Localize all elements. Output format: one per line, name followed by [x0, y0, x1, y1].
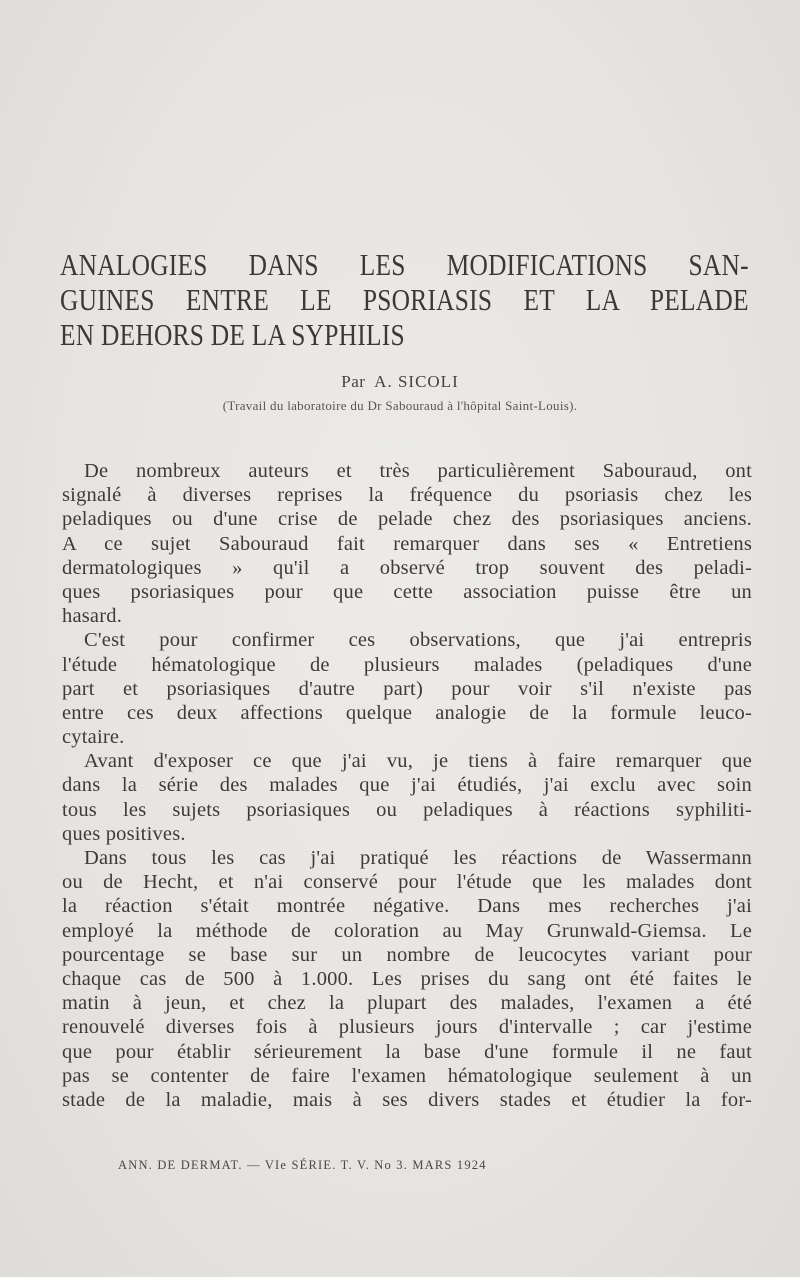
- body-line: Avant d'exposer ce que j'ai vu, je tiens à faire remarquer que: [84, 750, 752, 773]
- body-line: que pour établir sérieurement la base d'une formule il ne faut: [62, 1040, 752, 1063]
- body-line: dermatologiques » qu'il a observé trop souvent des peladi-: [62, 556, 752, 579]
- body-line: signalé à diverses reprises la fréquence du psoriasis chez les: [62, 484, 752, 507]
- body-line: cytaire.: [62, 726, 125, 749]
- body-line: hasard.: [62, 605, 123, 628]
- article-title: [60, 248, 750, 353]
- body-line: ques positives.: [62, 822, 186, 845]
- running-footer: ANN. DE DERMAT. — VIe SÉRIE. T. V. No 3. MARS 1924: [118, 1158, 487, 1172]
- body-line: ques psoriasiques pour que cette association puisse être un: [62, 580, 752, 603]
- body-text: [62, 459, 752, 1112]
- body-line: A ce sujet Sabouraud fait remarquer dans ses « Entretiens: [62, 532, 752, 555]
- body-line: renouvelé diverses fois à plusieurs jours d'intervalle ; car j'estime: [62, 1016, 752, 1039]
- author-byline: [0, 372, 800, 392]
- body-line: l'étude hématologique de plusieurs malades (peladiques d'une: [62, 653, 752, 676]
- body-line: peladiques ou d'une crise de pelade chez des psoriasiques anciens.: [62, 508, 752, 531]
- body-line: Dans tous les cas j'ai pratiqué les réactions de Wassermann: [84, 847, 752, 869]
- title-line-2: GUINES ENTRE LE PSORIASIS ET LA PELADE: [60, 282, 749, 317]
- body-line: pas se contenter de faire l'examen hématologique seulement à un: [62, 1064, 752, 1087]
- body-line: stade de la maladie, mais à ses divers stades et étudier la for-: [62, 1088, 752, 1111]
- body-line: matin à jeun, et chez la plupart des malades, l'examen a été: [62, 992, 752, 1015]
- body-line: chaque cas de 500 à 1.000. Les prises du sang ont été faites le: [62, 967, 752, 990]
- body-line: pourcentage se base sur un nombre de leucocytes variant pour: [62, 943, 752, 966]
- body-line: employé la méthode de coloration au May Grunwald-Giemsa. Le: [62, 919, 752, 942]
- title-line-3: EN DEHORS DE LA SYPHILIS: [60, 317, 405, 352]
- body-line: dans la série des malades que j'ai étudiés, j'ai exclu avec soin: [62, 774, 752, 797]
- body-line: la réaction s'était montrée négative. Dans mes recherches j'ai: [62, 895, 752, 918]
- title-line-1: ANALOGIES DANS LES MODIFICATIONS SAN-: [60, 247, 749, 282]
- body-line: ou de Hecht, et n'ai conservé pour l'étude que les malades dont: [62, 871, 752, 894]
- author-name: A. SICOLI: [374, 372, 459, 391]
- affiliation: (Travail du laboratoire du Dr Sabouraud à l'hôpital Saint-Louis).: [222, 398, 578, 413]
- body-line: part et psoriasiques d'autre part) pour voir s'il n'existe pas: [62, 677, 752, 700]
- body-line: C'est pour confirmer ces observations, que j'ai entrepris: [84, 629, 752, 652]
- body-line: De nombreux auteurs et très particulièrement Sabouraud, ont: [84, 460, 752, 482]
- body-line: entre ces deux affections quelque analogie de la formule leuco-: [62, 701, 752, 724]
- author-prefix: Par: [341, 372, 366, 391]
- body-line: tous les sujets psoriasiques ou peladiques à réactions syphiliti-: [62, 798, 752, 821]
